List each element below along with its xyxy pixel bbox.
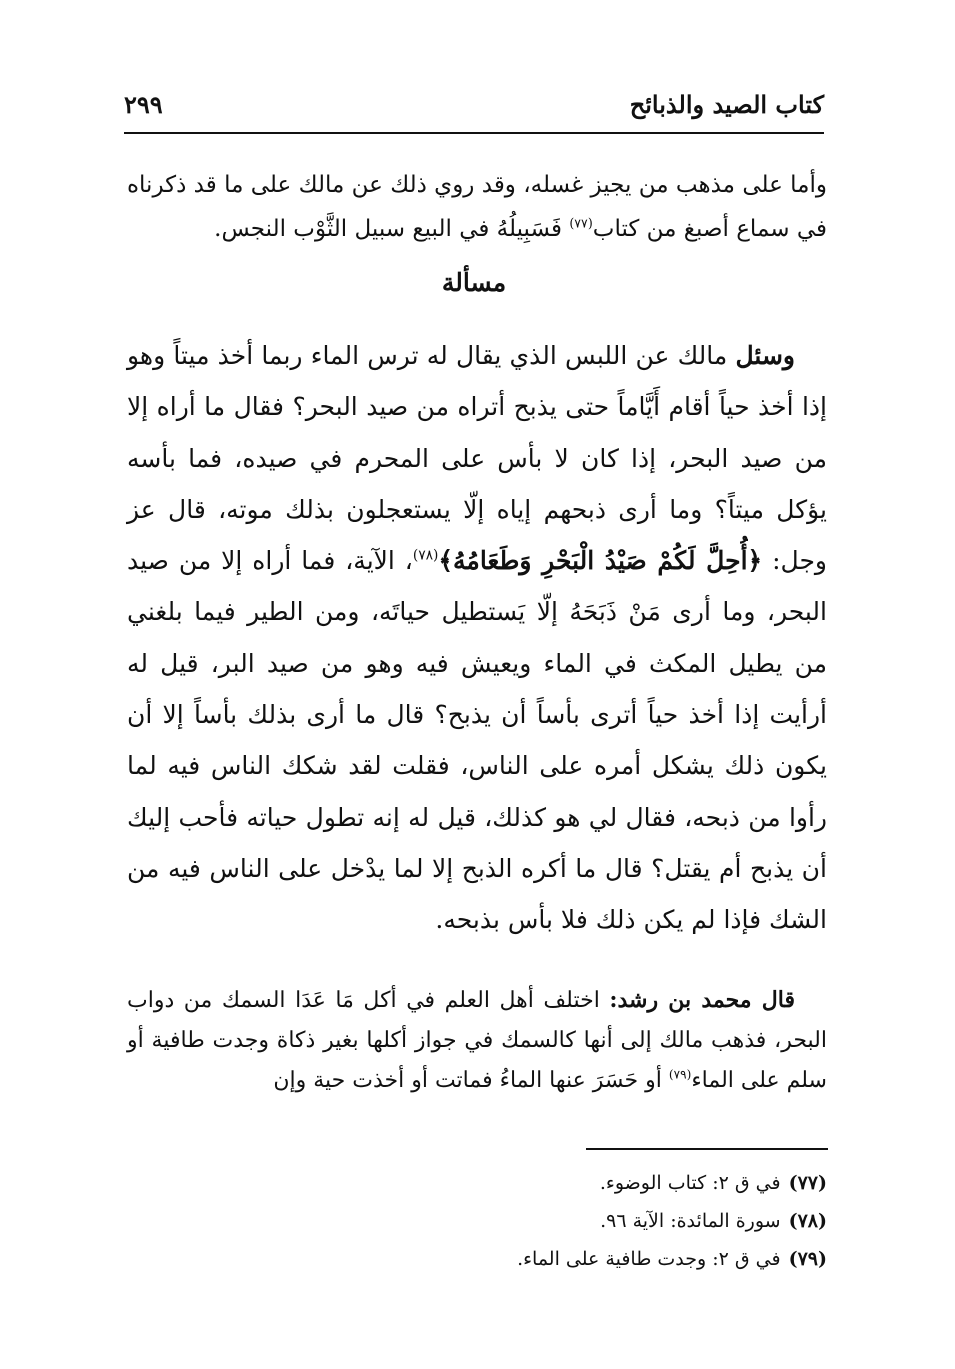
paragraph-3-text-b: أو حَسَرَ عنها الماءُ فماتت أو أخذت حية وإن <box>273 1068 669 1093</box>
paragraph-2-text-a: مالك عن اللبس الذي يقال له ترس الماء ربما أخذ ميتاً وهو إذا أخذ حياً أقام أَيَّاماً حتى يذبح أتراه من صيد البحر؟ فقال ما أراه إلا من صيد البحر، إذا كان لا بأس على المحرم في صيده، فما بأسه يؤكل ميتاً؟ وما أرى ذبحهم إياه إلّا يستعجلون بذلك موته، قال عز وجل: <box>127 341 827 576</box>
paragraph-1-text-b: فَسَبِيلُهُ في البيع سبيل الثَّوْب النجس. <box>214 216 570 242</box>
paragraph-1-text-a: وأما على مذهب من يجيز غسله، وقد روي ذلك عن مالك على ما قد ذكرناه في سماع أصبغ من كتاب <box>127 172 827 242</box>
footnote-ref-77: (٧٧) <box>569 215 593 231</box>
footnote-77 <box>127 1164 827 1202</box>
paragraph-3-text-a: اختلف أهل العلم في أكل مَا عَدَا السمك من دواب البحر، فذهب مالك إلى أنها كالسمك في جواز أكلها بغير ذكاة وجدت طافية أو سلم على الماء <box>127 988 827 1093</box>
footnotes <box>127 1164 827 1278</box>
running-title: كتاب الصيد والذبائح <box>629 90 824 119</box>
page-header <box>124 86 824 130</box>
paragraph-2-lead: وسئل <box>735 341 795 370</box>
footnote-rule <box>586 1148 828 1150</box>
page-number: ٢٩٩ <box>124 90 163 119</box>
paragraph-1 <box>127 163 827 251</box>
quran-quote: ﴿أُحِلَّ لَكُمْ صَيْدُ الْبَحْرِ وَطَعَامُهُ﴾ <box>438 546 763 576</box>
footnote-ref-79: (٧٩) <box>668 1067 692 1082</box>
paragraph-2 <box>127 330 827 946</box>
footnote-number: (٧٨) <box>788 1210 827 1232</box>
footnote-number: (٧٧) <box>788 1172 827 1194</box>
paragraph-3-lead: قال محمد بن رشد: <box>609 987 796 1013</box>
footnote-79 <box>127 1240 827 1278</box>
paragraph-2-text-b: ، الآية، فما أراه إلا من صيد البحر، وما أرى مَنْ ذَبَحَهُ إلّا يَستطيل حياتَه، ومن الطير فيما بلغني من يطيل المكث في الماء ويعيش فيه وهو من صيد البر، قيل له أرأيت إذا أخذ حياً أترى بأساً أن يذبح؟ قال ما أرى بذلك بأساً إلا أن يكون ذلك يشكل أمره على الناس، فقلت لقد شكك الناس فيه لما رأوا من ذبحه، فقال لي هو كذلك، قيل له إنه تطول حياته فأحب إليك أن يذبح أم يقتل؟ قال ما أكره الذبح إلا لما يدْخل على الناس فيه من الشك فإذا لم يكن ذلك فلا بأس بذبحه. <box>127 546 827 935</box>
paragraph-3 <box>127 980 827 1101</box>
footnote-78 <box>127 1202 827 1240</box>
section-heading: مسألة <box>441 268 507 297</box>
footnote-text: في ق ٢: وجدت طافية على الماء. <box>517 1248 781 1270</box>
footnote-text: في ق ٢: كتاب الوضوء. <box>599 1172 781 1194</box>
footnote-ref-78: (٧٨) <box>412 547 439 564</box>
header-rule <box>124 132 824 134</box>
footnote-text: سورة المائدة: الآية ٩٦. <box>600 1210 781 1232</box>
footnote-number: (٧٩) <box>788 1248 827 1270</box>
